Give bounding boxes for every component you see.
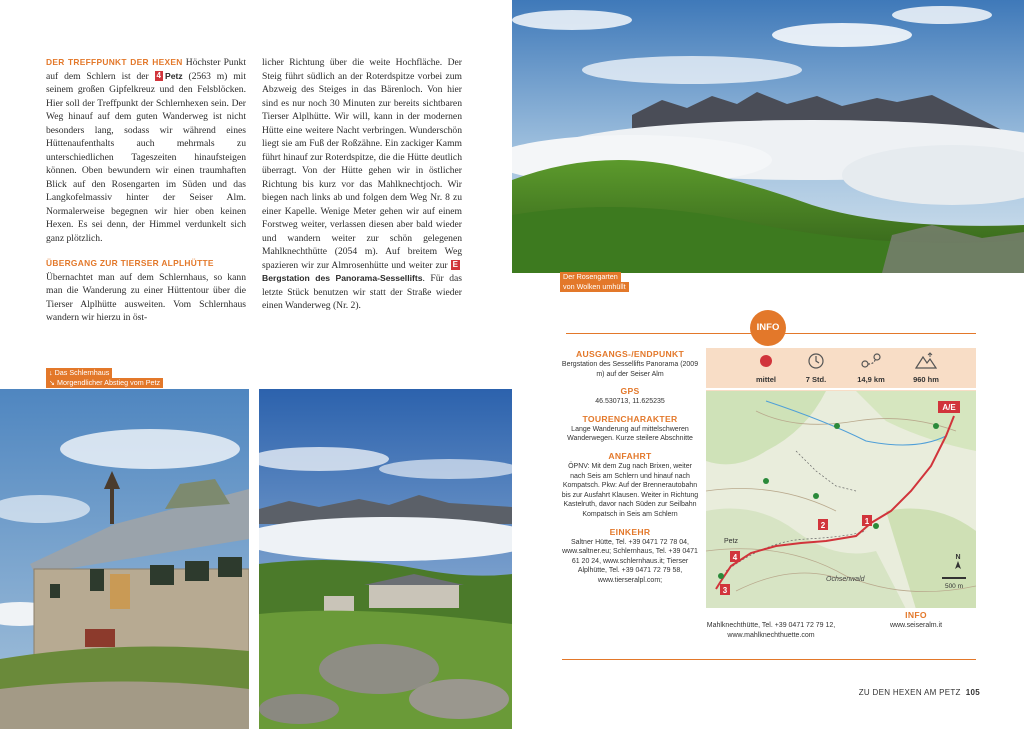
page-footer: [780, 688, 980, 697]
poi-marker-4: 4: [156, 70, 161, 80]
caption-schlernhaus-line1: ↓ Das Schlernhaus: [46, 368, 112, 378]
info-text-website: www.seiseralm.it: [889, 622, 943, 629]
route-map: [706, 390, 976, 608]
info-info-block: [856, 609, 976, 631]
info-divider-bottom: [562, 659, 976, 660]
running-title: ZU DEN HEXEN AM PETZ: [858, 688, 961, 697]
map-marker-3: 3: [722, 586, 728, 595]
poi-name-petz: Petz: [165, 70, 183, 81]
info-text-tourencharakter: Lange Wanderung auf mittelschweren Wanderwegen. Kurze steilere Abschnitte: [567, 425, 693, 443]
map-scale-label: 500 m: [944, 583, 964, 590]
stat-difficulty: mittel: [736, 352, 796, 384]
difficulty-dot-icon: [760, 355, 772, 367]
map-marker-start-end: A/E: [942, 403, 956, 412]
map-label-ochsenwald: Ochsenwald: [826, 576, 865, 583]
map-marker-2: 2: [820, 521, 826, 530]
info-heading-ausgang: AUSGANGS-/ENDPUNKT: [575, 349, 685, 359]
map-label-petz: Petz: [724, 538, 739, 545]
info-column: [560, 348, 700, 592]
heading-uebergang: ÜBERGANG ZUR TIERSER ALPLHÜTTE: [46, 258, 214, 268]
stat-time: 7 Std.: [786, 352, 846, 384]
photo-schlernhaus: [0, 389, 249, 729]
heading-treffpunkt: DER TREFFPUNKT DER HEXEN: [46, 57, 183, 67]
map-compass: N: [955, 554, 961, 561]
paragraph-uebergang: Übernachtet man auf dem Schlernhaus, so kann man die Wanderung zu einer Hüttentour über die Tierser Alplhütte ausweiten. Vom Schlernhaus wandern wir hierzu in öst-: [46, 271, 246, 323]
text-column-2: [262, 56, 462, 313]
info-badge: INFO: [750, 310, 786, 346]
info-text-gps: 46.530713, 11.625235: [595, 398, 665, 406]
map-marker-1: 1: [864, 517, 870, 526]
photo-abstieg-petz: [259, 389, 512, 729]
info-text-anfahrt: ÖPNV: Mit dem Zug nach Brixen, weiter nach Seis am Schlern und hinauf nach Kompatsch. Pkw: Auf der Brennerautobahn bis zur Ausfahrt Klausen. Weiter in Richtung Kastelruth, davor nach Süden zur Seilbahn Kompatsch in Seis am Schlern: [561, 462, 699, 518]
stat-elevation: 960 hm: [896, 352, 956, 384]
stats-bar: [706, 348, 976, 388]
info-heading-tourencharakter: TOURENCHARAKTER: [582, 413, 678, 424]
clock-icon: [807, 352, 825, 370]
page-number: 105: [965, 688, 980, 697]
info-heading-anfahrt: ANFAHRT: [608, 450, 652, 461]
info-text-ausgang: Bergstation des Sessellifts Panorama (2009 m) auf der Seiser Alm: [561, 361, 699, 378]
text-column-1: [46, 56, 246, 325]
photo-rosengarten: [512, 0, 1024, 273]
info-heading-gps: GPS: [620, 386, 640, 397]
poi-name-bergstation: Bergstation des Panorama-Sessellifts: [262, 273, 423, 283]
map-marker-4: 4: [732, 553, 738, 562]
caption-schlernhaus-line2: ↘ Morgendlicher Abstieg vom Petz: [46, 378, 163, 388]
caption-rosengarten-line1: Der Rosengarten: [560, 272, 621, 282]
paragraph-treffpunkt: DER TREFFPUNKT DER HEXEN Höchster Punkt auf dem Schlern ist der 4 Petz (2563 m) mit seinem großen Gipfelkreuz und den Felsblöcken. Hier soll der Treffpunkt der Schlernhexen sein. Der Weg hinauf auf dem guten Wanderweg ist nicht besonders lang, sodass wir während eines Hüttenaufenthalts auch mehrmals zu unterschiedlichen Tageszeiten hinaufsteigen können. Oben bewundern wir einen traumhaften Blick auf den Rosengarten im Süden und das Langkofelmassiv hinter der Seiser Alm. Normalerweise begegnen wir hier oben keinen Hexen. Es sei denn, der Himmel verdunkelt sich ganz plötzlich.: [46, 57, 246, 244]
info-text-einkehr: Saltner Hütte, Tel. +39 0471 72 78 04, www.saltner.eu; Schlernhaus, Tel. +39 0471 61 20 24, www.schlernhaus.it; Tierser Alplhütte, Tel. +39 0471 72 79 58, www.tierseralpl.com;: [562, 538, 698, 584]
info-einkehr-continued: Mahlknechthütte, Tel. +39 0471 72 79 12, www.mahlknechthuette.com: [706, 622, 836, 639]
info-heading-einkehr: EINKEHR: [609, 526, 651, 537]
info-heading-info: INFO: [905, 610, 927, 620]
stat-distance: 14,9 km: [841, 352, 901, 384]
mountain-elevation-icon: [915, 352, 937, 370]
caption-rosengarten-line2: von Wolken umhüllt: [560, 282, 629, 292]
poi-marker-e: E: [452, 259, 458, 269]
paragraph-continued: licher Richtung über die weite Hochfläche. Der Steig führt südlich an der Roterdspitze vorbei zum Abzweig des Steiges in das Bärenloch. Von hier sind es nur noch 30 Minuten zur bereits sichtbaren Tierser Alplhütte. Wir will, kann in der modernen Hütte eine weitere Nacht verbringen. Wunderschön liegt sie am Fuß der Roßzähne. Ein zackiger Kamm führt hinauf zur Roterdspitze, die die Hütte deutlich überragt. Von der Hütte gehen wir in östlicher Richtung bis kurz vor das Mahlknechtjoch. Wir biegen nach links ab und folgen dem Weg Nr. 8 zu einer Kapelle. Wenige Meter gehen wir auf einem Forstweg weiter, verlassen diesen aber bald wieder und wandern weiter zur schön gelegenen Mahlknechthütte (2054 m). Auf breitem Weg spazieren wir zur Almrosenhütte und weiter zur EBergstation des Panorama-Sessellifts. Für das letzte Stück benutzen wir statt der Straße wieder einen Wanderweg (Nr. 2).: [262, 57, 463, 311]
route-distance-icon: [860, 352, 882, 370]
